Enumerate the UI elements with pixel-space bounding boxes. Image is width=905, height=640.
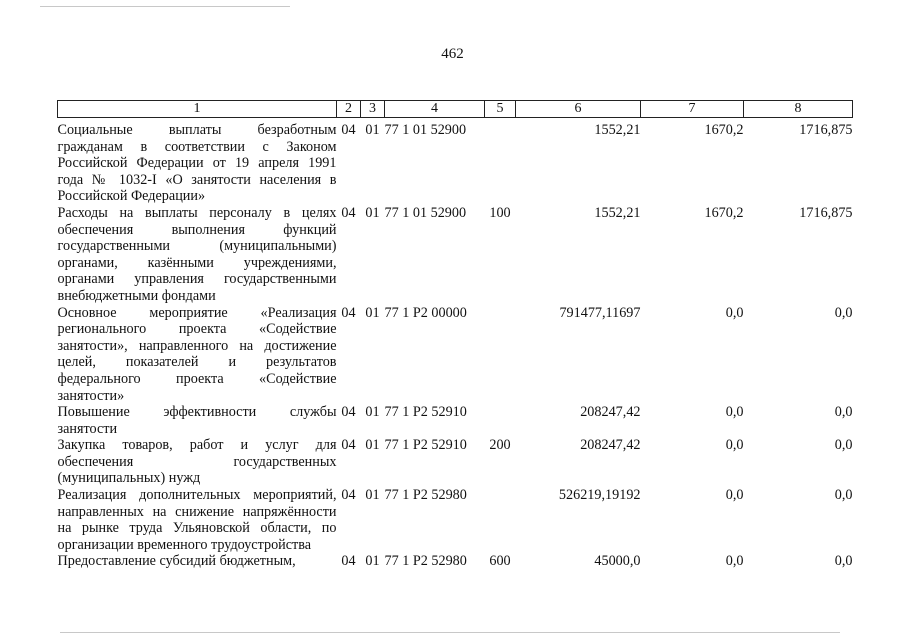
amount-col6: 208247,42: [580, 404, 641, 421]
subsection-code: 01: [365, 437, 380, 454]
section-code: 04: [341, 304, 356, 321]
amount-col7: 0,0: [725, 304, 744, 321]
table-row: [58, 205, 853, 305]
amount-col7: 1670,2: [704, 204, 744, 221]
amount-col6: 791477,11697: [559, 304, 641, 321]
scan-artifact-bottom: [60, 632, 840, 633]
column-header: 7: [641, 101, 744, 118]
amount-col6: 526219,19192: [558, 487, 641, 504]
amount-col6: 1552,21: [594, 204, 641, 221]
item-name: Реализация дополнительных мероприятий, направленных на снижение напряжённости на рынке труда Ульяновской области, по организации временного трудоустройства: [57, 487, 337, 553]
item-name: Расходы на выплаты персоналу в целях обеспечения выполнения функций государственными (муниципальными) органами, казёнными учреждениями, органами управления государственными внебюджетными фондами: [57, 204, 337, 304]
amount-col7: 0,0: [725, 437, 744, 454]
amount-col7: 1670,2: [704, 122, 744, 138]
item-name: Закупка товаров, работ и услуг для обеспечения государственных (муниципальных) нужд: [57, 437, 337, 487]
target-article-code: 77 1 P2 52980: [384, 553, 467, 570]
amount-col7: 0,0: [725, 553, 744, 570]
amount-col8: 1716,875: [799, 122, 853, 138]
subsection-code: 01: [365, 122, 380, 138]
table-row: [58, 305, 853, 405]
section-code: 04: [341, 404, 356, 421]
amount-col6: 1552,21: [594, 122, 641, 138]
amount-col8: 0,0: [834, 404, 853, 421]
subsection-code: 01: [365, 304, 380, 321]
target-article-code: 77 1 01 52900: [384, 204, 467, 221]
target-article-code: 77 1 P2 00000: [384, 304, 467, 321]
amount-col8: 0,0: [834, 487, 853, 504]
column-number-row: [58, 101, 853, 118]
amount-col8: 0,0: [834, 437, 853, 454]
expense-type-code: 100: [489, 204, 511, 221]
column-header: 3: [361, 101, 385, 118]
expense-type-code: [485, 404, 516, 437]
amount-col8: 0,0: [834, 304, 853, 321]
budget-table: [57, 100, 853, 570]
column-header: 4: [385, 101, 485, 118]
column-header: 6: [516, 101, 641, 118]
table-row: [58, 553, 853, 570]
target-article-code: 77 1 P2 52910: [384, 404, 467, 421]
expense-type-code: [485, 305, 516, 405]
amount-col7: 0,0: [725, 487, 744, 504]
amount-col8: 1716,875: [799, 204, 853, 221]
target-article-code: 77 1 P2 52980: [384, 487, 467, 504]
table-row: [58, 404, 853, 437]
amount-col6: 45000,0: [594, 553, 641, 570]
section-code: 04: [341, 204, 356, 221]
target-article-code: 77 1 01 52900: [384, 122, 467, 138]
item-name: Основное мероприятие «Реализация регионального проекта «Содействие занятости», направленного на достижение целей, показателей и результатов федерального проекта «Содействие занятости»: [57, 304, 337, 404]
table-row: [58, 437, 853, 487]
column-header: 8: [744, 101, 853, 118]
subsection-code: 01: [365, 487, 380, 504]
subsection-code: 01: [365, 553, 380, 570]
expense-type-code: 600: [489, 553, 511, 570]
item-name: Предоставление субсидий бюджетным,: [57, 553, 296, 570]
column-header: 2: [337, 101, 361, 118]
section-code: 04: [341, 553, 356, 570]
column-header: 5: [485, 101, 516, 118]
section-code: 04: [341, 437, 356, 454]
section-code: 04: [341, 122, 356, 138]
table-row: [58, 487, 853, 553]
expense-type-code: [485, 487, 516, 553]
subsection-code: 01: [365, 404, 380, 421]
item-name: Социальные выплаты безработным гражданам в соответствии с Законом Российской Федерации от 19 апреля 1991 года № 1032-I «О занятости населения в Российской Федерации»: [57, 122, 337, 205]
amount-col7: 0,0: [725, 404, 744, 421]
expense-type-code: 200: [489, 437, 511, 454]
target-article-code: 77 1 P2 52910: [384, 437, 467, 454]
expense-type-code: [485, 122, 516, 205]
table-row: [58, 122, 853, 205]
amount-col8: 0,0: [834, 553, 853, 570]
amount-col6: 208247,42: [580, 437, 641, 454]
column-header: 1: [58, 101, 337, 118]
subsection-code: 01: [365, 204, 380, 221]
page-number: 462: [441, 46, 464, 62]
section-code: 04: [341, 487, 356, 504]
scan-artifact-top: [40, 6, 290, 7]
item-name: Повышение эффективности службы занятости: [57, 404, 337, 437]
